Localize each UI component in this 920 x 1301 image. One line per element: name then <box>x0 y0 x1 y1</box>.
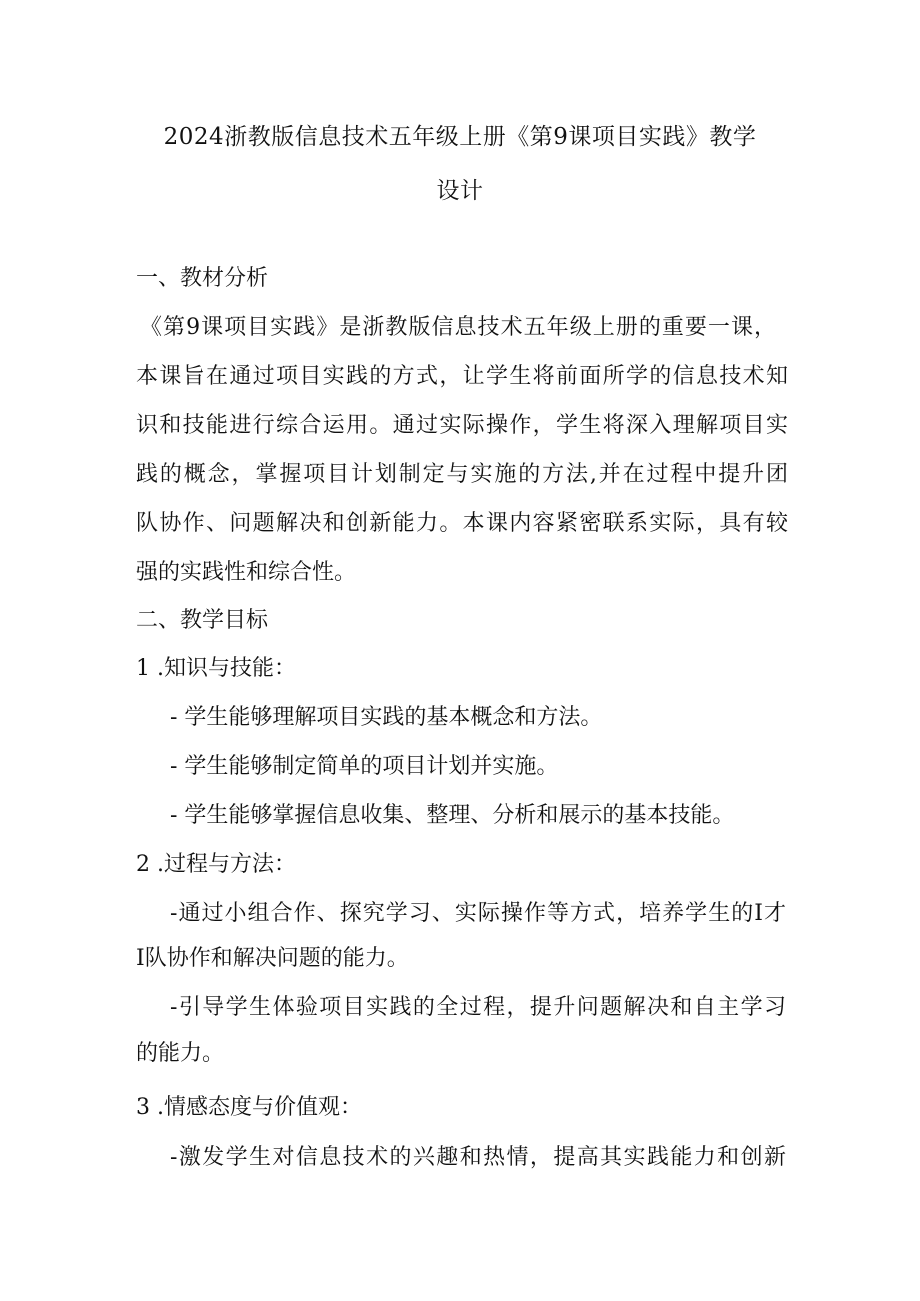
paragraph-line: 本课旨在通过项目实践的方式，让学生将前面所学的信息技术知 <box>136 364 788 389</box>
goal-line: I队协作和解决问题的能力。 <box>136 946 409 971</box>
section-heading-teaching-goals: 二、教学目标 <box>136 608 269 633</box>
goal-label-process-method: 2 .过程与方法： <box>136 852 296 877</box>
paragraph-line: 强的实践性和综合性。 <box>136 560 357 585</box>
paragraph-line: 识和技能进行综合运用。通过实际操作，学生将深入理解项目实 <box>136 413 788 438</box>
goal-line: -引导学生体验项目实践的全过程，提升问题解决和自主学习 <box>170 995 786 1020</box>
goal-point: - 学生能够制定简单的项目计划并实施。 <box>170 754 559 779</box>
document-title-line-2: 设计 <box>436 178 484 204</box>
paragraph-line: 队协作、问题解决和创新能力。本课内容紧密联系实际，具有较 <box>136 511 788 536</box>
section-heading-textbook-analysis: 一、教材分析 <box>136 266 269 291</box>
goal-label-emotion-values: 3 .情感态度与价值观： <box>136 1095 362 1120</box>
goal-point: - 学生能够理解项目实践的基本概念和方法。 <box>170 705 603 730</box>
goal-line: 的能力。 <box>136 1041 225 1066</box>
document-title-line-1: 2024浙教版信息技术五年级上册《第9课项目实践》教学 <box>163 124 757 150</box>
goal-line: -激发学生对信息技术的兴趣和热情，提高其实践能力和创新 <box>170 1145 786 1170</box>
paragraph-line: 践的概念，掌握项目计划制定与实施的方法,并在过程中提升团 <box>136 462 788 487</box>
goal-line: -通过小组合作、探究学习、实际操作等方式，培养学生的I才 <box>170 901 786 926</box>
goal-point: - 学生能够掌握信息收集、整理、分析和展示的基本技能。 <box>170 803 735 828</box>
paragraph-line: 《第9课项目实践》是浙教版信息技术五年级上册的重要一课， <box>140 315 776 340</box>
goal-label-knowledge-skills: 1 .知识与技能： <box>136 656 296 681</box>
